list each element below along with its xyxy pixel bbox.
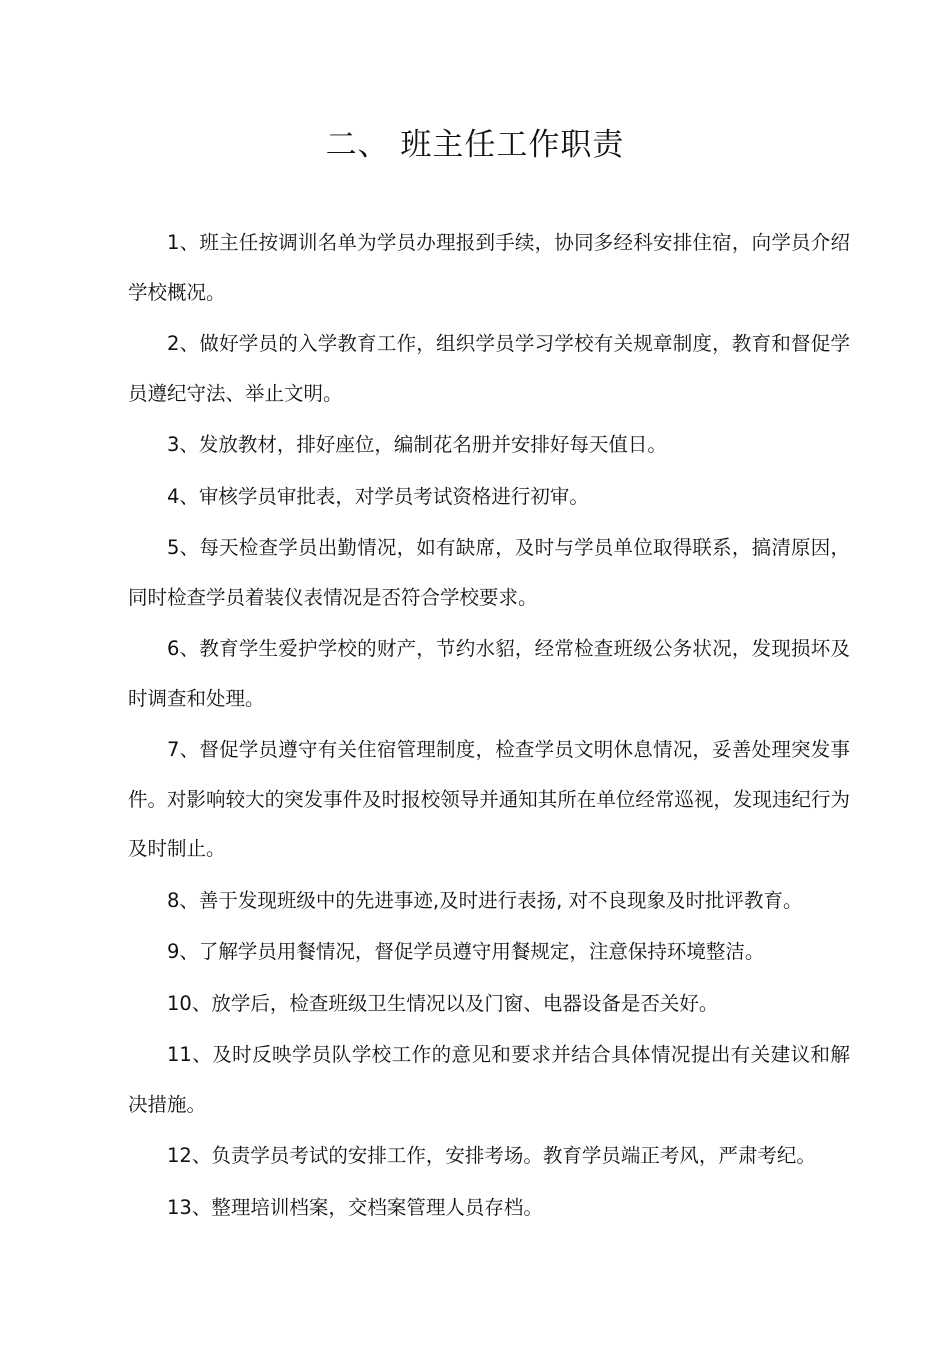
duty-item-10: 10、放学后，检查班级卫生情况以及门窗、电器设备是否关好。 — [167, 991, 719, 1015]
duty-item-3: 3、发放教材，排好座位，编制花名册并安排好每天值日。 — [167, 433, 667, 456]
page-title: 二、 班主任工作职责 — [325, 127, 625, 163]
duty-item-1: 1、班主任按调训名单为学员办理报到手续，协同多经科安排住宿，向学员介绍学校概况。 — [128, 231, 850, 304]
duty-item-8: 8、善于发现班级中的先进事迹,及时进行表扬, 对不良现象及时批评教育。 — [167, 888, 803, 912]
duty-item-13: 13、整理培训档案，交档案管理人员存档。 — [167, 1195, 543, 1219]
duty-item-12: 12、负责学员考试的安排工作，安排考场。教育学员端正考风，严肃考纪。 — [167, 1144, 816, 1167]
duty-item-11: 11、及时反映学员队学校工作的意见和要求并结合具体情况提出有关建议和解决措施。 — [128, 1043, 850, 1116]
duty-item-7: 7、督促学员遵守有关住宿管理制度，检查学员文明休息情况，妥善处理突发事件。对影响较大的突发事件及时报校领导并通知其所在单位经常巡视，发现违纪行为及时制止。 — [128, 738, 850, 860]
duty-item-6: 6、教育学生爱护学校的财产，节约水貂，经常检查班级公务状况，发现损坏及时调查和处理。 — [128, 637, 850, 710]
duty-item-4: 4、审核学员审批表，对学员考试资格进行初审。 — [167, 484, 589, 508]
duties-list — [128, 218, 850, 1234]
duty-item-2: 2、做好学员的入学教育工作，组织学员学习学校有关规章制度，教育和督促学员遵纪守法、举止文明。 — [128, 332, 850, 405]
duty-item-5: 5、每天检查学员出勤情况，如有缺席，及时与学员单位取得联系，搞清原因，同时检查学员着装仪表情况是否符合学校要求。 — [128, 536, 850, 609]
duty-item-9: 9、了解学员用餐情况，督促学员遵守用餐规定，注意保持环境整洁。 — [167, 940, 765, 963]
